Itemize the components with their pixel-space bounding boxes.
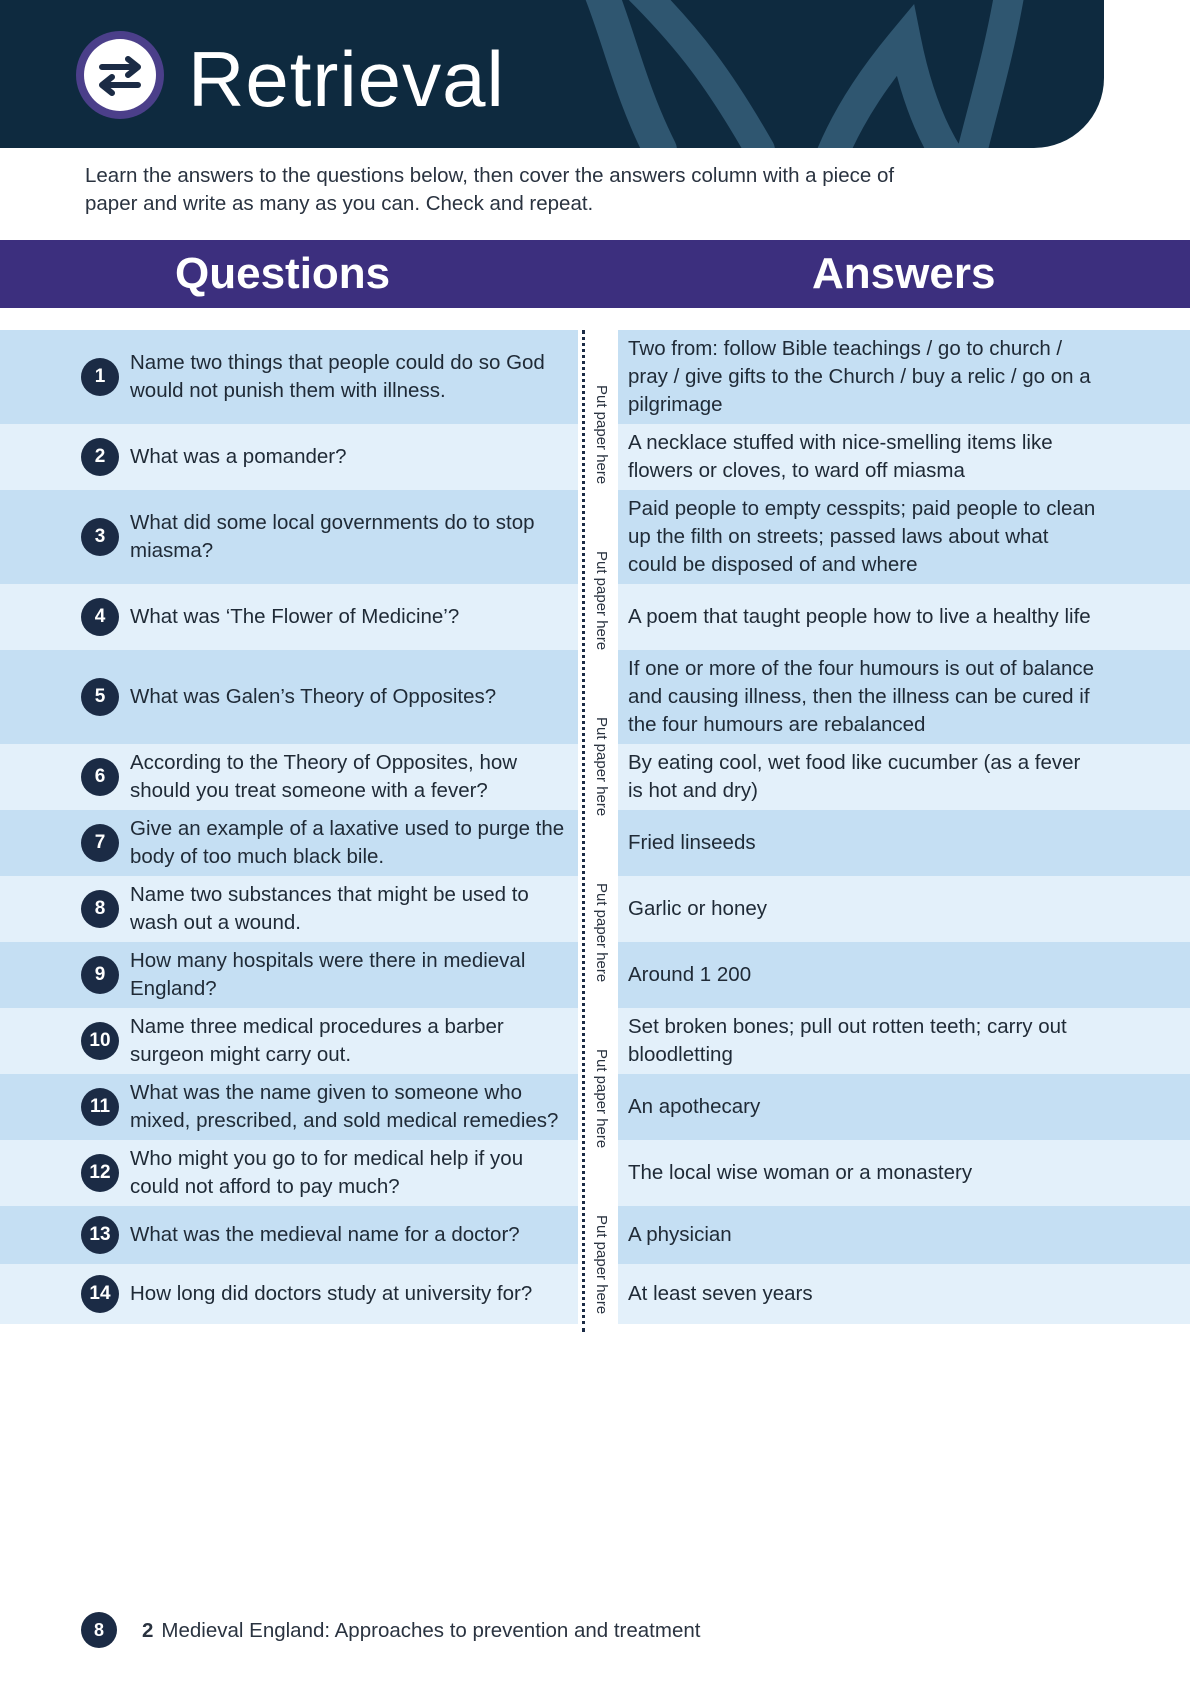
dotted-divider	[582, 330, 585, 1332]
answer-text: Set broken bones; pull out rotten teeth; carry out bloodletting	[628, 1015, 1067, 1066]
question-number: 2	[81, 438, 119, 476]
question-text: What was the name given to someone who mixed, prescribed, and sold medical remedies?	[130, 1081, 559, 1132]
answers-heading: Answers	[812, 249, 996, 298]
question-number: 4	[81, 598, 119, 636]
question-number: 9	[81, 956, 119, 994]
answer-text: Garlic or honey	[628, 897, 768, 920]
page-title: Retrieval	[188, 35, 505, 123]
answer-text: An apothecary	[628, 1095, 761, 1118]
paper-guide-label: Put paper here	[593, 1215, 610, 1315]
question-number: 6	[81, 758, 119, 796]
question-text: According to the Theory of Opposites, how should you treat someone with a fever?	[130, 751, 518, 802]
answer-text: By eating cool, wet food like cucumber (as a fever is hot and dry)	[628, 751, 1081, 802]
question-text: What was a pomander?	[130, 445, 347, 468]
question-number: 3	[81, 518, 119, 556]
answer-text: Paid people to empty cesspits; paid people to clean up the filth on streets; passed laws about what could be disposed of and where	[628, 497, 1096, 576]
question-number: 5	[81, 678, 119, 716]
page-number: 8	[81, 1612, 117, 1648]
paper-guide-label: Put paper here	[593, 717, 610, 817]
paper-guide-label: Put paper here	[593, 551, 610, 651]
answer-text: If one or more of the four humours is out of balance and causing illness, then the illness can be cured if the four humours are rebalanced	[628, 657, 1095, 736]
question-text: Name two substances that might be used to wash out a wound.	[130, 883, 529, 934]
paper-guide-label: Put paper here	[593, 385, 610, 485]
question-number: 10	[81, 1022, 119, 1060]
question-number: 14	[81, 1275, 119, 1313]
swap-arrows-icon	[84, 39, 156, 111]
question-text: What was ‘The Flower of Medicine’?	[130, 605, 460, 628]
decorative-brush-strokes	[0, 0, 1104, 148]
footer-chapter	[142, 1617, 700, 1645]
question-number: 8	[81, 890, 119, 928]
paper-guide-label: Put paper here	[593, 1049, 610, 1149]
answer-text: Fried linseeds	[628, 831, 756, 854]
intro-text: Learn the answers to the questions below, then cover the answers column with a piece of paper and write as many as you can. Check and repeat.	[85, 164, 895, 215]
question-text: What did some local governments do to stop miasma?	[130, 511, 535, 562]
question-number: 12	[81, 1154, 119, 1192]
answer-text: The local wise woman or a monastery	[628, 1161, 973, 1184]
chapter-number: 2	[142, 1619, 154, 1642]
answer-text: A poem that taught people how to live a healthy life	[628, 605, 1091, 628]
title-banner	[0, 0, 1104, 148]
paper-guide-label: Put paper here	[593, 883, 610, 983]
question-text: What was Galen’s Theory of Opposites?	[130, 685, 497, 708]
questions-heading: Questions	[175, 249, 391, 298]
question-text: Who might you go to for medical help if you could not afford to pay much?	[130, 1147, 524, 1198]
answer-text: A physician	[628, 1223, 732, 1246]
question-number: 7	[81, 824, 119, 862]
column-header-bar	[0, 240, 1190, 308]
question-number: 11	[81, 1088, 119, 1126]
retrieval-logo	[76, 31, 164, 119]
answer-text: Around 1 200	[628, 963, 752, 986]
question-text: Name three medical procedures a barber surgeon might carry out.	[130, 1015, 504, 1066]
question-text: Give an example of a laxative used to purge the body of too much black bile.	[130, 817, 565, 868]
question-text: Name two things that people could do so God would not punish them with illness.	[130, 351, 545, 402]
chapter-title: Medieval England: Approaches to prevention and treatment	[161, 1619, 701, 1642]
question-number: 1	[81, 358, 119, 396]
question-text: How long did doctors study at university for?	[130, 1282, 533, 1305]
question-text: What was the medieval name for a doctor?	[130, 1223, 520, 1246]
answer-text: At least seven years	[628, 1282, 813, 1305]
answer-text: Two from: follow Bible teachings / go to church / pray / give gifts to the Church / buy a relic / go on a pilgrimage	[628, 337, 1091, 416]
question-number: 13	[81, 1216, 119, 1254]
answer-text: A necklace stuffed with nice-smelling items like flowers or cloves, to ward off miasma	[628, 431, 1053, 482]
question-text: How many hospitals were there in medieval England?	[130, 949, 526, 1000]
